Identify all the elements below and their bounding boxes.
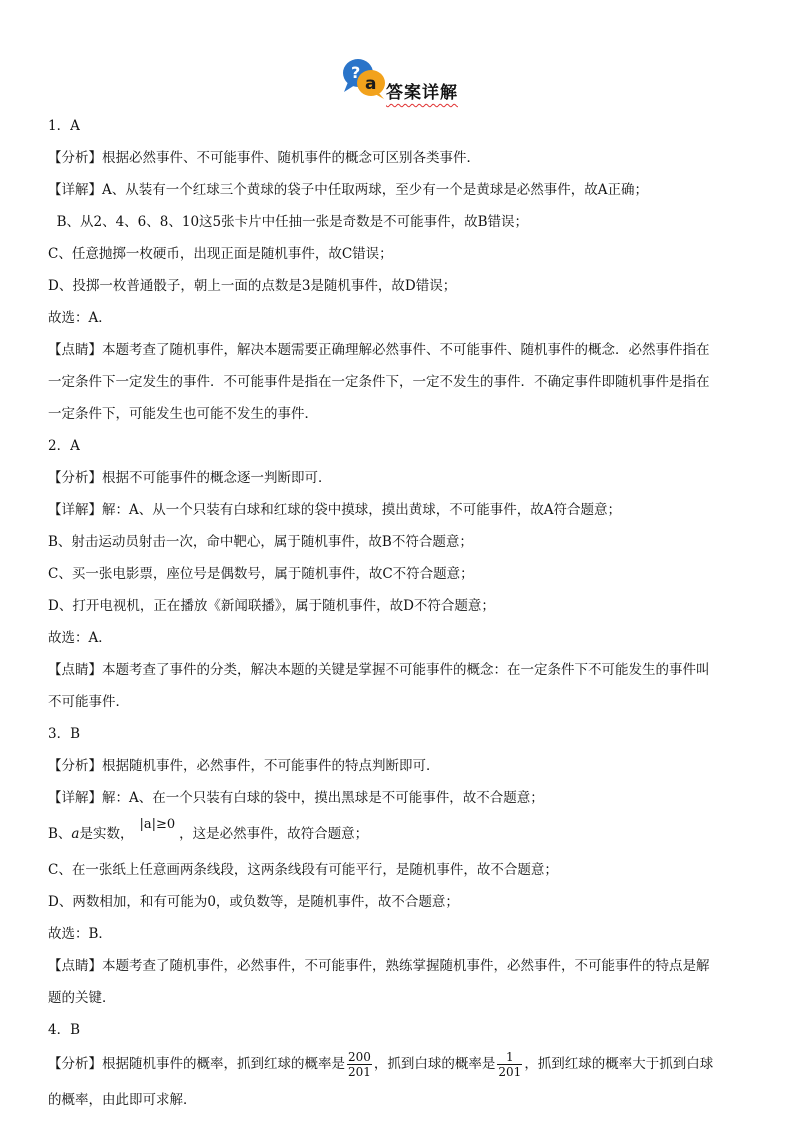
- logo-letter: a: [365, 74, 377, 94]
- fraction-1-201: [497, 1050, 522, 1079]
- comment-line: 题的关键．: [48, 990, 116, 1006]
- choice-line: 故选：A．: [48, 310, 112, 326]
- detail-line: B、从2、4、6、8、10这5张卡片中任抽一张是奇数是不可能事件，故B错误；: [48, 214, 529, 230]
- detail-line: D、投掷一枚普通骰子，朝上一面的点数是3是随机事件，故D错误；: [48, 278, 457, 294]
- logo-question-mark: ?: [351, 63, 361, 82]
- detail-line: C、买一张电影票，座位号是偶数号，属于随机事件，故C不符合题意；: [48, 566, 474, 582]
- page-title: 答案详解: [386, 83, 458, 103]
- detail-line: B、射击运动员射击一次，命中靶心，属于随机事件，故B不符合题意；: [48, 534, 473, 550]
- analysis-text-2: ，抓到白球的概率是: [373, 1056, 496, 1072]
- qa-logo-icon: [340, 56, 388, 100]
- detail-mid: 是实数，: [79, 826, 134, 842]
- choice-line: 故选：A．: [48, 630, 112, 646]
- detail-line: 【详解】解：A、从一个只装有白球和红球的袋中摸球，摸出黄球，不可能事件，故A符合题意；: [48, 502, 621, 518]
- detail-line: D、两数相加，和有可能为0，或负数等，是随机事件，故不合题意；: [48, 894, 459, 910]
- detail-line: C、在一张纸上任意画两条线段，这两条线段有可能平行，是随机事件，故不合题意；: [48, 862, 558, 878]
- detail-line: C、任意抛掷一枚硬币，出现正面是随机事件，故C错误；: [48, 246, 393, 262]
- detail-suffix: ，这是必然事件，故符合题意；: [179, 826, 369, 842]
- comment-line: 【点睛】本题考查了随机事件，解决本题需要正确理解必然事件、不可能事件、随机事件的概念．必然事件指在: [48, 342, 710, 358]
- abs-formula: |a|≥0: [139, 817, 176, 832]
- comment-line: 【点睛】本题考查了事件的分类，解决本题的关键是掌握不可能事件的概念：在一定条件下不可能发生的事件叫: [48, 662, 710, 678]
- choice-line: 故选：B．: [48, 926, 112, 942]
- answer-number: 3．B: [48, 726, 81, 742]
- fraction-numerator: 200: [348, 1050, 371, 1064]
- detail-line: D、打开电视机，正在播放《新闻联播》，属于随机事件，故D不符合题意；: [48, 598, 495, 614]
- detail-line-with-formula: [48, 817, 758, 846]
- variable-a: a: [71, 826, 80, 842]
- fraction-numerator: 1: [497, 1050, 522, 1065]
- analysis-line: 【分析】根据必然事件、不可能事件、随机事件的概念可区别各类事件．: [48, 150, 480, 166]
- analysis-text-1: 【分析】根据随机事件的概率，抓到红球的概率是: [48, 1056, 345, 1072]
- analysis-line: 【分析】根据随机事件，必然事件，不可能事件的特点判断即可．: [48, 758, 440, 774]
- fraction-denominator: 201: [498, 1065, 522, 1079]
- analysis-line-with-fractions: [48, 1048, 758, 1080]
- comment-line: 一定条件下，可能发生也可能不发生的事件．: [48, 406, 318, 422]
- analysis-text-3: ，抓到红球的概率大于抓到白球: [524, 1056, 714, 1072]
- comment-line: 不可能事件．: [48, 694, 129, 710]
- analysis-line: 【分析】根据不可能事件的概念逐一判断即可．: [48, 470, 332, 486]
- answer-number: 2．A: [48, 438, 80, 454]
- detail-line: 【详解】A、从装有一个红球三个黄球的袋子中任取两球，至少有一个是黄球是必然事件，故A正确；: [48, 182, 648, 198]
- comment-line: 【点睛】本题考查了随机事件，必然事件，不可能事件，熟练掌握随机事件，必然事件，不可能事件的特点是解: [48, 958, 710, 974]
- answer-number: 4．B: [48, 1022, 81, 1038]
- answers-content: [48, 118, 758, 1124]
- answer-number: 1．A: [48, 118, 80, 134]
- detail-line: 【详解】解：A、在一个只装有白球的袋中，摸出黑球是不可能事件，故不合题意；: [48, 790, 544, 806]
- fraction-200-201: [347, 1050, 372, 1079]
- fraction-denominator: 201: [348, 1065, 371, 1079]
- detail-prefix: B、: [48, 826, 72, 842]
- comment-line: 一定条件下一定发生的事件．不可能事件是指在一定条件下，一定不发生的事件．不确定事件即随机事件是指在: [48, 374, 710, 390]
- answer-header: [340, 56, 500, 103]
- analysis-line: 的概率，由此即可求解．: [48, 1092, 197, 1108]
